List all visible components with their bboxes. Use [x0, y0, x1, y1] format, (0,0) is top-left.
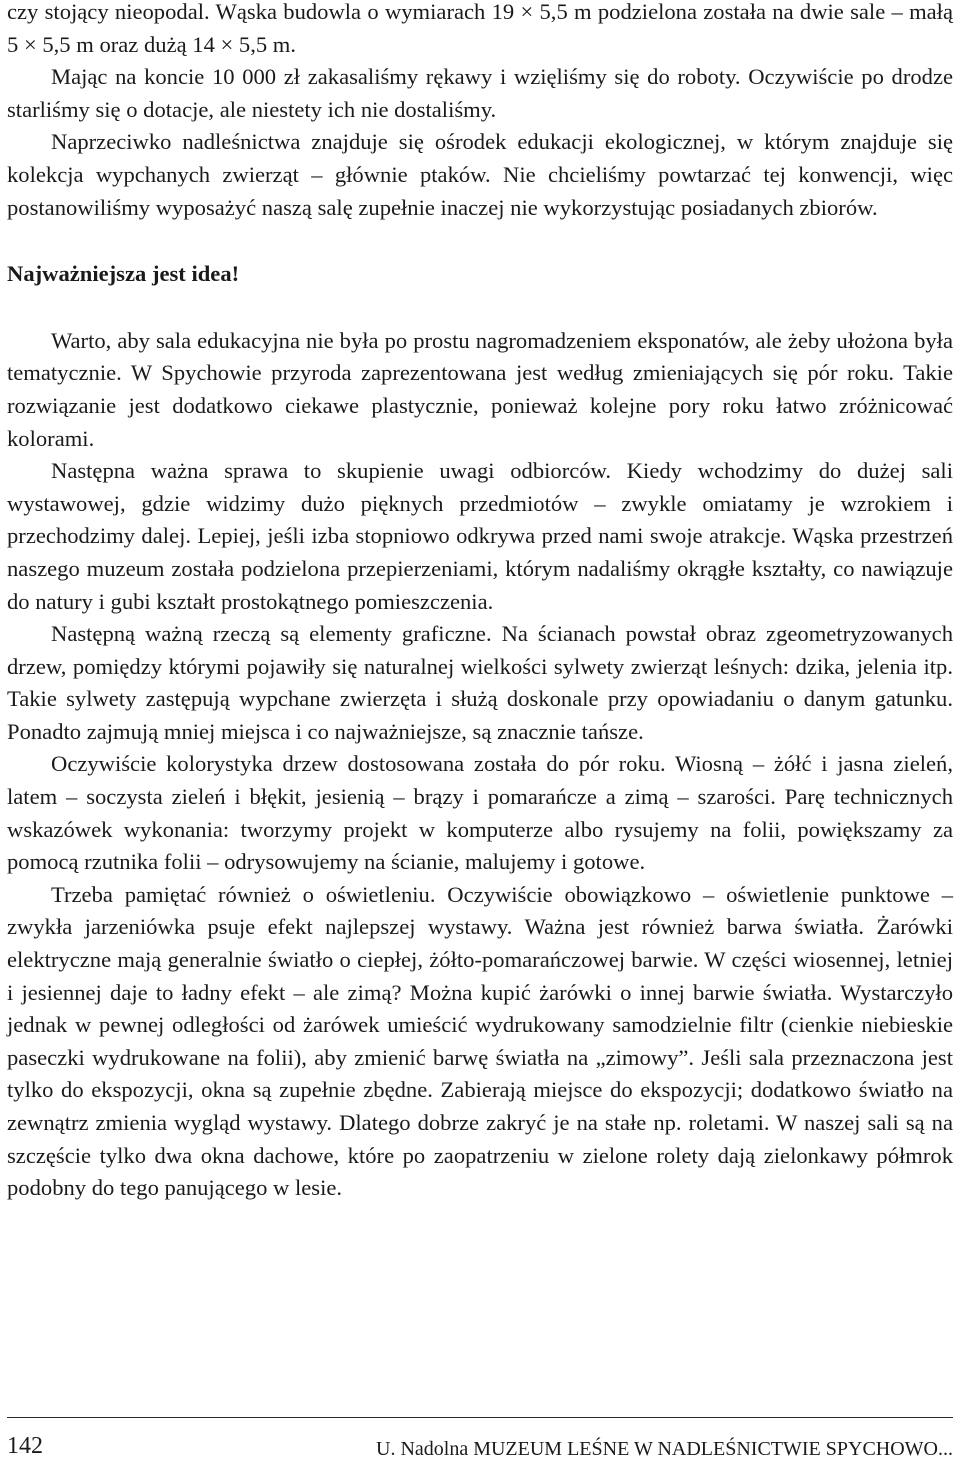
- paragraph: Warto, aby sala edukacyjna nie była po prostu nagromadzeniem eksponatów, ale żeby ułożona była tematycznie. W Spychowie przyroda zaprezentowana jest według zmieniających się pór roku. Takie rozwiązanie jest dodatkowo ciekawe plastycznie, ponieważ kolejne pory roku łatwo zróżnicować kolorami.: [7, 327, 953, 451]
- page-number: 142: [7, 1433, 43, 1459]
- paragraph: Następna ważna sprawa to skupienie uwagi odbiorców. Kiedy wchodzimy do dużej sali wystawowej, gdzie widzimy dużo pięknych przedmiotów – zwykle omiatamy je wzrokiem i przechodzimy dalej. Lepiej, jeśli izba stopniowo odkrywa przed nami swoje atrakcje. Wąska przestrzeń naszego muzeum została podzielona przepierzeniami, którym nadaliśmy okrągłe kształty, co nawiązuje do natury i gubi kształt prostokątnego pomieszczenia.: [7, 458, 953, 614]
- running-head: [376, 1436, 953, 1462]
- section-heading: Najważniejsza jest idea!: [7, 261, 240, 287]
- paragraph: Mając na koncie 10 000 zł zakasaliśmy rękawy i wzięliśmy się do roboty. Oczywiście po drodze starliśmy się o dotacje, ale niestety ich nie dostaliśmy.: [7, 64, 953, 122]
- paragraph: Następną ważną rzeczą są elementy graficzne. Na ścianach powstał obraz zgeometryzowanych drzew, pomiędzy którymi pojawiły się naturalnej wielkości sylwety zwierząt leśnych: dzika, jelenia itp. Takie sylwety zastępują wypchane zwierzęta i służą doskonale przy opowiadaniu o danym gatunku. Ponadto zajmują mniej miejsca i co najważniejsze, są znacznie tańsze.: [7, 621, 953, 744]
- paragraph: czy stojący nieopodal. Wąska budowla o wymiarach 19 × 5,5 m podzielona została na dwie sale – małą 5 × 5,5 m oraz dużą 14 × 5,5 m.: [7, 0, 953, 57]
- running-head-title: MUZEUM LEŚNE W NADLEŚNICTWIE SPYCHOWO...: [473, 1438, 953, 1460]
- page-footer: [7, 1432, 953, 1464]
- page-body: [7, 0, 953, 1205]
- paragraph: Trzeba pamiętać również o oświetleniu. Oczywiście obowiązkowo – oświetlenie punktowe – zwykła jarzeniówka psuje efekt najlepszej wystawy. Ważna jest również barwa światła. Żarówki elektryczne mają generalnie światło o ciepłej, żółto-pomarańczowej barwie. W części wiosennej, letniej i jesiennej daje to ładny efekt – ale zimą? Można kupić żarówki o innej barwie światła. Wystarczyło jednak w pewnej odległości od żarówek umieścić wydrukowany samodzielnie filtr (cienkie niebieskie paseczki wydrukowane na folii), aby zmienić barwę światła na „zimowy”. Jeśli sala przeznaczona jest tylko do ekspozycji, okna są zupełnie zbędne. Zabierają miejsce do ekspozycji; dodatkowo światło na zewnątrz zmienia wygląd wystawy. Dlatego dobrze zakryć je na stałe np. roletami. W naszej sali są na szczęście tylko dwa okna dachowe, które po zaopatrzeniu w zielone rolety dają zielonkawy półmrok podobny do tego panującego w lesie.: [7, 881, 953, 1201]
- paragraph: Oczywiście kolorystyka drzew dostosowana została do pór roku. Wiosną – żółć i jasna zieleń, latem – soczysta zieleń i błękit, jesienią – brązy i pomarańcze a zimą – szarości. Parę technicznych wskazówek wykonania: tworzymy projekt w komputerze albo rysujemy na folii, powiększamy za pomocą rzutnika folii – odrysowujemy na ścianie, malujemy i gotowe.: [7, 751, 953, 875]
- footer-divider: [7, 1417, 953, 1418]
- running-head-author: U. Nadolna: [376, 1438, 469, 1460]
- paragraph: Naprzeciwko nadleśnictwa znajduje się ośrodek edukacji ekologicznej, w którym znajduje się kolekcja wypchanych zwierząt – głównie ptaków. Nie chcieliśmy powtarzać tej konwencji, więc postanowiliśmy wyposażyć naszą salę zupełnie inaczej nie wykorzystując posiadanych zbiorów.: [7, 129, 953, 220]
